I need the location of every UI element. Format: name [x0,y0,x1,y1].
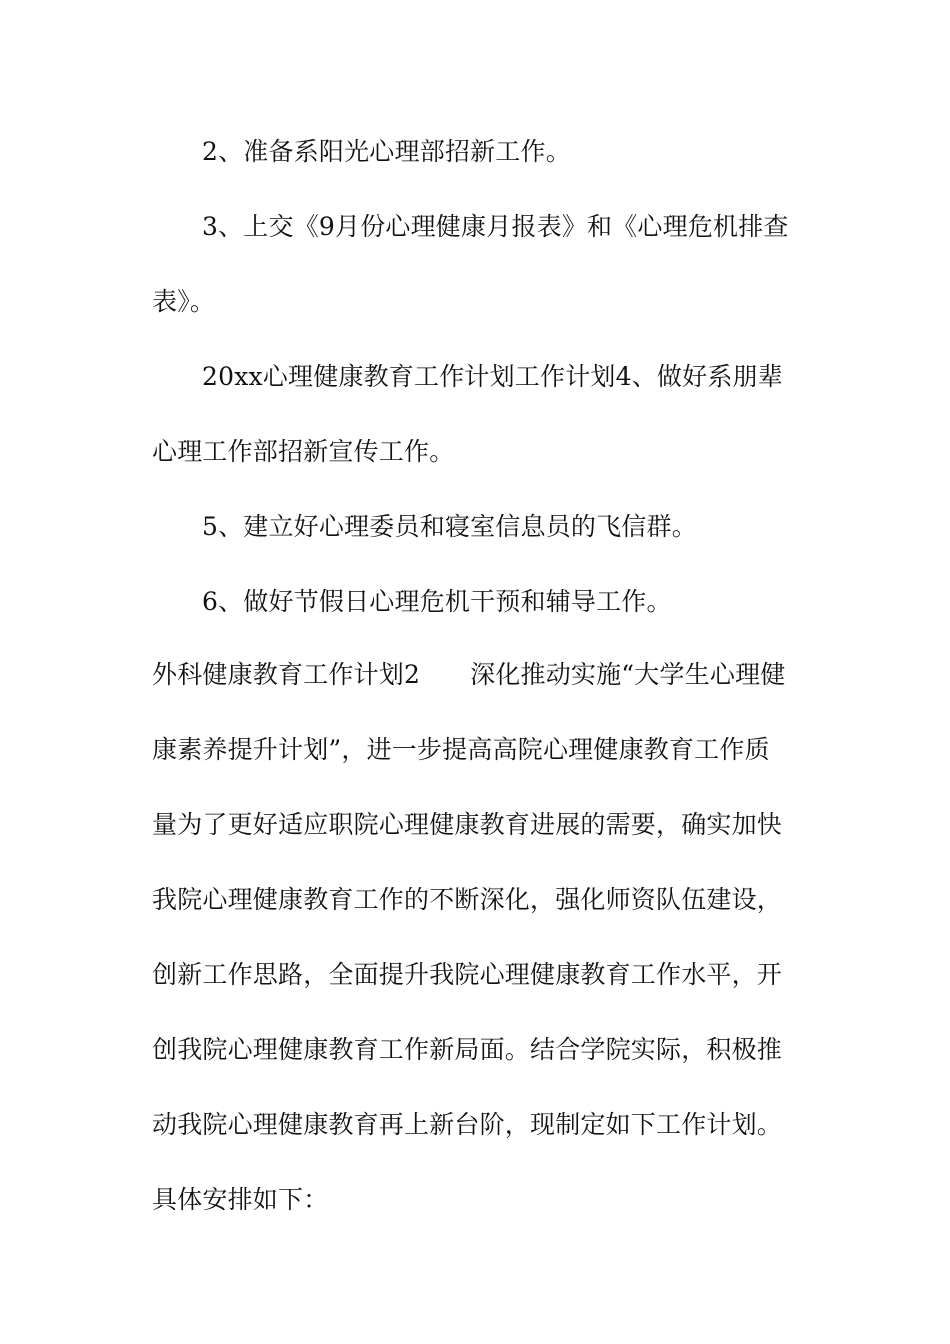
paragraph-line: 动我院心理健康教育再上新台阶，现制定如下工作计划。 [152,1110,783,1139]
paragraph-line: 心理工作部招新宣传工作。 [152,437,455,466]
paragraph-line: 2、准备系阳光心理部招新工作。 [202,137,571,166]
section-heading: 外科健康教育工作计划2 [152,660,421,689]
paragraph-line-start: 深化推动实施“大学生心理健 [470,660,786,689]
section-heading-line [152,658,786,692]
paragraph-line: 20xx心理健康教育工作计划工作计划4、做好系朋辈 [202,362,783,391]
paragraph-line: 创我院心理健康教育工作新局面。结合学院实际，积极推 [152,1035,783,1064]
paragraph-line: 表》。 [152,287,216,316]
paragraph-line: 康素养提升计划”，进一步提高高院心理健康教育工作质 [152,735,770,764]
paragraph-line: 创新工作思路，全面提升我院心理健康教育工作水平，开 [152,960,783,989]
paragraph-line: 6、做好节假日心理危机干预和辅导工作。 [202,587,672,616]
paragraph-line: 具体安排如下： [152,1185,329,1214]
paragraph-line: 3、上交《9月份心理健康月报表》和《心理危机排查 [202,212,789,241]
paragraph-line: 量为了更好适应职院心理健康教育进展的需要，确实加快 [152,810,783,839]
paragraph-line: 5、建立好心理委员和寝室信息员的飞信群。 [202,512,697,541]
paragraph-line: 我院心理健康教育工作的不断深化，强化师资队伍建设， [152,885,783,914]
